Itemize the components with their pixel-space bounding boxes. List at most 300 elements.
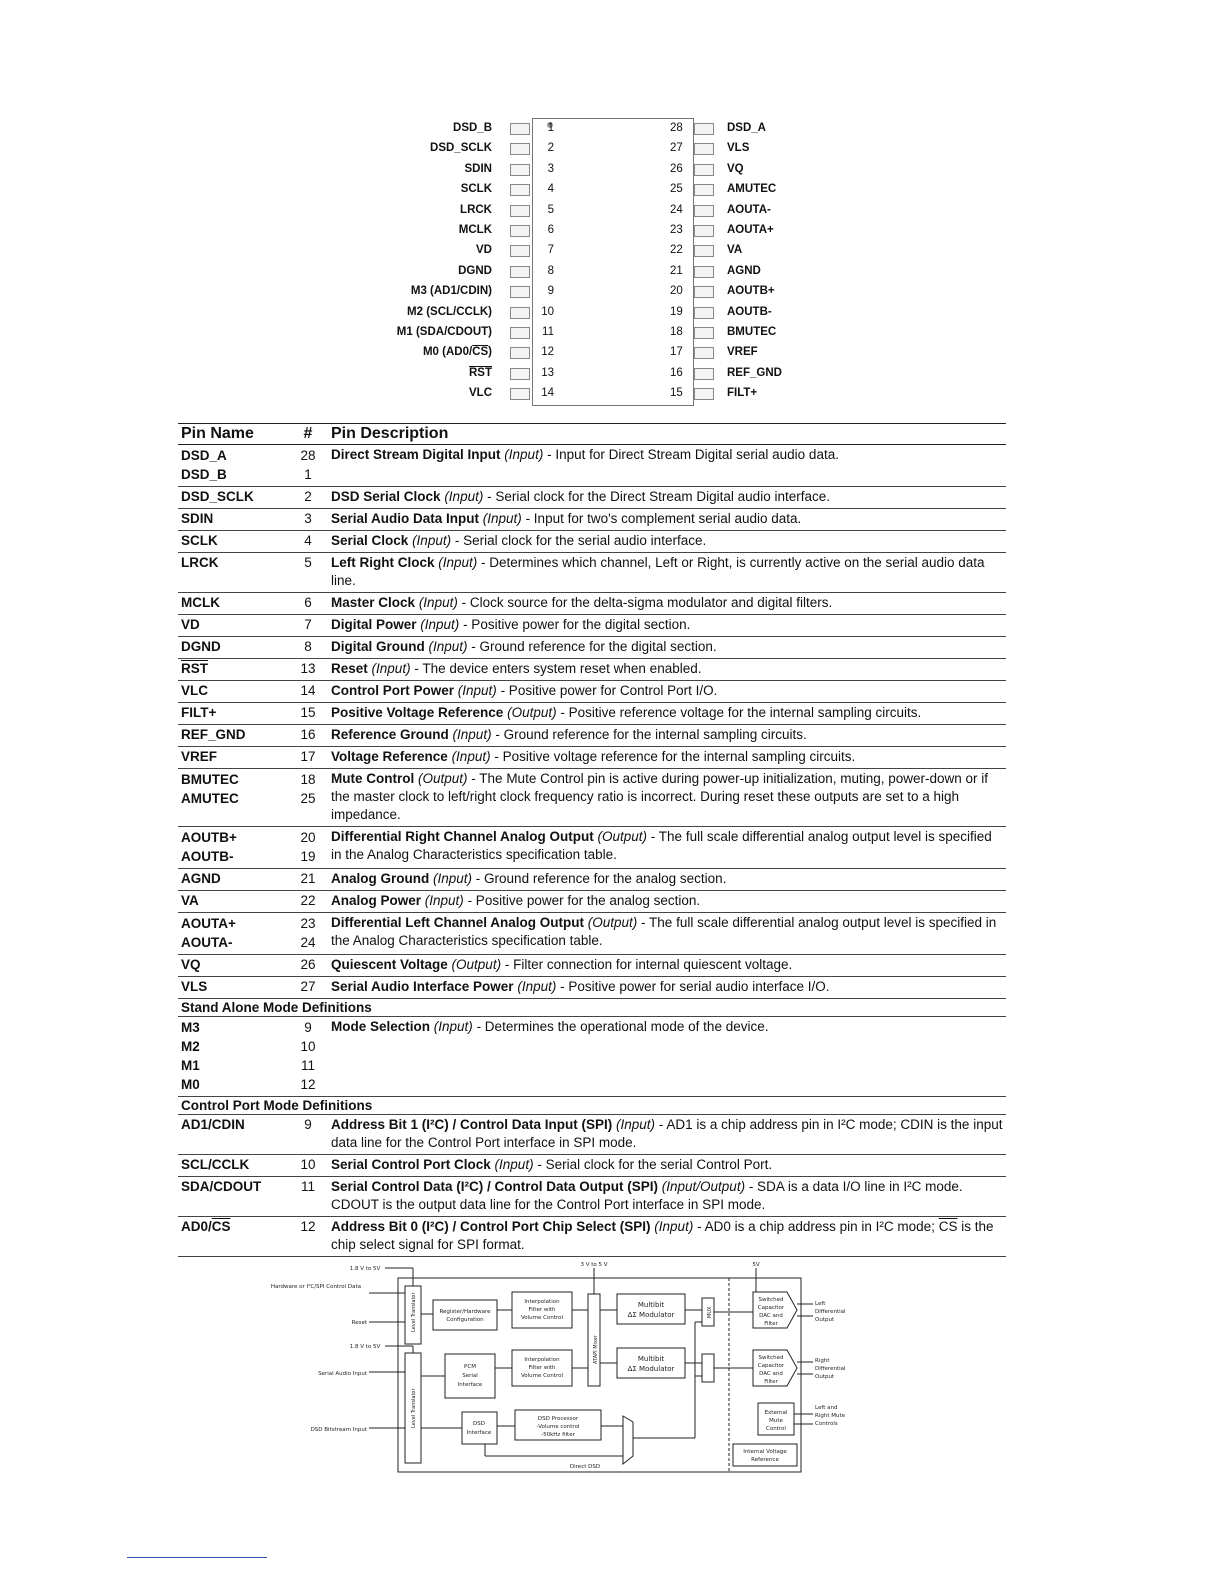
pin-number: 9 — [547, 285, 554, 298]
reg-config-box — [433, 1300, 497, 1330]
table-row — [178, 955, 1006, 977]
desc-title: Serial Control Port Clock — [331, 1157, 491, 1172]
pin-number: 1 — [547, 122, 554, 134]
diagram-label: Multibit — [637, 1301, 665, 1309]
diagram-label: Differential — [815, 1309, 846, 1315]
table-row — [178, 1155, 1006, 1177]
diagram-label: Interface — [457, 1382, 483, 1388]
desc-io: (Output) — [587, 915, 638, 930]
pin-number: 24 — [670, 203, 683, 216]
pin-num: 25 — [300, 791, 316, 806]
pin-pad — [694, 307, 714, 319]
desc-text: - AD1 is a chip address pin in I²C mode; CDIN is the input data line for the Control Port interface in SPI mode. — [331, 1117, 1003, 1150]
section-title: Control Port Mode Definitions — [178, 1097, 1006, 1115]
pin-number: 15 — [670, 387, 683, 400]
diagram-label: DAC and — [759, 1371, 783, 1377]
pin-pad — [510, 327, 530, 339]
desc-io: (Input) — [504, 447, 544, 462]
desc-io: (Output) — [507, 705, 557, 720]
pin-name: AGND — [181, 871, 221, 886]
pin-label: BMUTEC — [727, 326, 777, 338]
pin-num: 12 — [300, 1219, 316, 1234]
pin-num: 5 — [304, 555, 312, 570]
pin-num: 3 — [304, 511, 312, 526]
pin-number: 21 — [670, 264, 683, 277]
pin-num: 4 — [304, 533, 312, 548]
diagram-label: Left — [815, 1301, 826, 1307]
mux-b-box — [702, 1354, 714, 1382]
diagram-label: -Volume control — [536, 1424, 580, 1430]
pin-22 — [670, 240, 822, 260]
pin-pad — [694, 388, 714, 400]
pin-num: 7 — [304, 617, 312, 632]
pin-name: M1 — [181, 1058, 200, 1073]
pin-number: 28 — [670, 122, 683, 134]
diagram-label: External — [764, 1410, 788, 1416]
table-row — [178, 445, 1006, 487]
desc-title: Serial Clock — [331, 533, 409, 548]
diagram-label: Capacitor — [757, 1305, 785, 1311]
pin-number: 2 — [547, 142, 554, 155]
diagram-label: Level Translator — [411, 1388, 417, 1428]
table-row — [178, 827, 1006, 869]
table-row — [178, 637, 1006, 659]
desc-io: (Input) — [433, 1019, 473, 1034]
diagram-label: Right Mute — [815, 1413, 846, 1419]
pin-name: BMUTEC — [181, 772, 239, 787]
pin-pad — [694, 368, 714, 380]
pin-label: DSD_B — [453, 122, 492, 134]
pin-pad — [510, 164, 530, 176]
desc-title: Digital Power — [331, 617, 417, 632]
pin-19 — [670, 302, 822, 322]
pin-number: 22 — [670, 244, 683, 257]
desc-text: - Serial clock for the Direct Stream Digital audio interface. — [483, 489, 830, 504]
pin-number: 20 — [670, 285, 683, 298]
pin-num: 16 — [300, 727, 316, 742]
table-row — [178, 725, 1006, 747]
pin-27 — [670, 138, 822, 158]
pin-12 — [395, 342, 554, 362]
header-pin-number: # — [287, 424, 328, 445]
header-pin-description: Pin Description — [328, 424, 1006, 445]
pin-16 — [670, 363, 822, 383]
header-pin-name: Pin Name — [178, 424, 287, 445]
pin-name: VLC — [181, 683, 208, 698]
pin-label: AOUTB+ — [727, 285, 775, 298]
pin-number: 6 — [547, 224, 554, 236]
pin-name: DSD_A — [181, 448, 227, 463]
pin-pad — [510, 388, 530, 400]
pin-label: DGND — [458, 264, 492, 277]
table-row — [178, 593, 1006, 615]
pin-name: M2 — [181, 1039, 200, 1054]
dsd-if-box — [462, 1412, 497, 1444]
desc-text: - Ground reference for the digital section. — [467, 639, 717, 654]
desc-io: (Input) — [424, 893, 464, 908]
diagram-label: Left and — [815, 1405, 838, 1411]
pin-num: 20 — [300, 830, 316, 845]
table-row — [178, 531, 1006, 553]
pin-name: SCL/CCLK — [181, 1157, 250, 1172]
diagram-label: Configuration — [446, 1317, 484, 1323]
pin-label: VLS — [727, 142, 750, 155]
desc-text: - Filter connection for internal quiescent voltage. — [501, 957, 793, 972]
desc-io: (Input) — [438, 555, 478, 570]
table-row — [178, 703, 1006, 725]
pin-label: AOUTA- — [727, 203, 771, 216]
pin-label: AOUTB- — [727, 305, 772, 318]
desc-io: (Input) — [412, 533, 452, 548]
mux-dsd-shape — [623, 1416, 633, 1464]
desc-text: - AD0 is a chip address pin in I²C mode; — [693, 1219, 939, 1234]
pin-num: 10 — [300, 1157, 316, 1172]
pin-label: SDIN — [464, 162, 492, 175]
pin-18 — [670, 322, 822, 342]
footnote-rule — [127, 1557, 267, 1558]
pin-name: DGND — [181, 639, 221, 654]
pin-name: M3 — [181, 1020, 200, 1035]
desc-title: Differential Left Channel Analog Output — [331, 915, 584, 930]
desc-title: Control Port Power — [331, 683, 455, 698]
pin-3 — [395, 159, 554, 179]
pin-name: AD1/CDIN — [181, 1117, 245, 1132]
pin-17 — [670, 342, 822, 362]
desc-io: (Input) — [418, 595, 458, 610]
desc-io: (Input) — [494, 1157, 534, 1172]
pin-name: SDIN — [181, 511, 214, 526]
pin-num: 21 — [300, 871, 316, 886]
pin-number: 4 — [547, 183, 554, 196]
pin-name: DSD_SCLK — [181, 489, 254, 504]
pin-label: SCLK — [460, 183, 492, 196]
diagram-label: 1.8 V to 5V — [349, 1344, 381, 1350]
pin-20 — [670, 281, 822, 301]
pin-num: 15 — [300, 705, 316, 720]
pin-label: AGND — [727, 264, 761, 277]
diagram-label: ΔΣ Modulator — [627, 1365, 675, 1373]
pin-7 — [395, 240, 554, 260]
diagram-label: Control — [766, 1426, 786, 1432]
desc-text: - Input for Direct Stream Digital serial audio data. — [543, 447, 839, 462]
pin-num: 12 — [300, 1077, 316, 1092]
pin-num: 28 — [300, 448, 316, 463]
desc-text: - Determines which channel, Left or Right, is currently active on the serial audio data line. — [331, 555, 985, 588]
diagram-label: Capacitor — [757, 1363, 785, 1369]
pin-name: REF_GND — [181, 727, 246, 742]
desc-io: (Input) — [616, 1117, 656, 1132]
pin-28 — [670, 118, 822, 138]
pin-pad — [694, 164, 714, 176]
table-row — [178, 1017, 1006, 1097]
diagram-label: Volume Control — [520, 1373, 564, 1379]
diagram-label: Differential — [815, 1366, 846, 1372]
diagram-label: PCM — [464, 1364, 476, 1370]
desc-text: - Positive power for serial audio interface I/O. — [556, 979, 830, 994]
desc-text: - Positive power for the digital section. — [459, 617, 691, 632]
diagram-label: Filter with — [528, 1307, 556, 1313]
diagram-label: Reset — [351, 1320, 367, 1326]
pin-24 — [670, 200, 822, 220]
diagram-label: 1.8 V to 5V — [349, 1266, 381, 1272]
pin-name: VQ — [181, 957, 201, 972]
pin-num: 24 — [300, 935, 316, 950]
table-row — [178, 553, 1006, 593]
diagram-label: DSD — [473, 1421, 485, 1427]
pin-23 — [670, 220, 822, 240]
pin-name: VD — [181, 617, 200, 632]
section-title: Stand Alone Mode Definitions — [178, 999, 1006, 1017]
pin-label: VQ — [727, 162, 744, 175]
pin-num: 23 — [300, 916, 316, 931]
pin-name: AOUTA- — [181, 935, 233, 950]
block-diagram — [270, 1258, 865, 1478]
table-row — [178, 869, 1006, 891]
diagram-label: Output — [815, 1317, 835, 1323]
pin-9 — [395, 281, 554, 301]
diagram-label: DSD Processor — [537, 1416, 579, 1422]
table-row — [178, 659, 1006, 681]
desc-text: - Positive reference voltage for the internal sampling circuits. — [556, 705, 922, 720]
pin-pad — [510, 245, 530, 257]
diagram-label: Right — [815, 1358, 830, 1364]
pin-num: 6 — [304, 595, 312, 610]
pin-8 — [395, 261, 554, 281]
desc-title: Digital Ground — [331, 639, 425, 654]
desc-title: Positive Voltage Reference — [331, 705, 504, 720]
mod-a-box — [617, 1294, 685, 1324]
desc-title: Mute Control — [331, 771, 415, 786]
pin-5 — [395, 200, 554, 220]
pin-num: 10 — [300, 1039, 316, 1054]
pin-label: VREF — [727, 346, 758, 359]
pin-pad — [510, 123, 530, 135]
diagram-label: Filter — [764, 1379, 778, 1385]
desc-io: (Input/Output) — [661, 1179, 746, 1194]
pin-name: AOUTA+ — [181, 916, 236, 931]
table-row — [178, 615, 1006, 637]
desc-text: - The device enters system reset when enabled. — [410, 661, 702, 676]
desc-text: - Positive power for Control Port I/O. — [496, 683, 718, 698]
pin-label: AOUTA+ — [727, 224, 774, 236]
pin-pad — [510, 286, 530, 298]
pin-num: 13 — [300, 661, 316, 676]
desc-text: - The Mute Control pin is active during power-up initialization, muting, power-down or if the master clock to left/right clock frequency ratio is incorrect. During reset these outputs are set to a high impedance. — [331, 771, 989, 822]
pin-number: 12 — [541, 346, 554, 359]
desc-text-overline: $\overline{CS}$ — [938, 1219, 958, 1234]
section-heading-control — [178, 1097, 1006, 1115]
pin-num: 19 — [300, 849, 316, 864]
desc-io: (Input) — [517, 979, 557, 994]
desc-title: Address Bit 0 (I²C) / Control Port Chip Select (SPI) — [331, 1219, 651, 1234]
pin-number: 5 — [547, 203, 554, 216]
desc-title: Mode Selection — [331, 1019, 431, 1034]
desc-io: (Input) — [451, 749, 491, 764]
pin-label: M0 $(AD0/\overline{CS})$ — [422, 346, 492, 359]
table-row — [178, 487, 1006, 509]
table-row — [178, 769, 1006, 827]
pin-pad — [510, 205, 530, 217]
pin-description-table — [178, 423, 1006, 1257]
diagram-label: 3 V to 5 V — [580, 1262, 608, 1268]
pin-num: 22 — [300, 893, 316, 908]
diagram-label: DAC and — [759, 1313, 783, 1319]
desc-io: (Input) — [444, 489, 484, 504]
diagram-label: ATAPI Mixer — [593, 1335, 599, 1364]
table-row — [178, 747, 1006, 769]
pin-num: 17 — [300, 749, 316, 764]
desc-io: (Input) — [371, 661, 411, 676]
diagram-label: Interpolation — [524, 1357, 560, 1363]
pin-number: 10 — [541, 305, 554, 318]
desc-text: - Serial clock for the serial audio interface. — [451, 533, 707, 548]
pin-1 — [395, 118, 554, 138]
desc-text: - Positive power for the analog section. — [463, 893, 701, 908]
pin-number: 7 — [547, 244, 554, 257]
desc-title: Reset — [331, 661, 368, 676]
block-diagram-lines — [369, 1268, 813, 1472]
pin-num: 18 — [300, 772, 316, 787]
pin-label: DSD_A — [727, 122, 766, 134]
diagram-label: Switched — [758, 1355, 784, 1361]
desc-title: Analog Ground — [331, 871, 430, 886]
pin-name: LRCK — [181, 555, 219, 570]
pin-number: 19 — [670, 305, 683, 318]
diagram-label: Serial — [462, 1373, 478, 1379]
pin-name: MCLK — [181, 595, 220, 610]
pin-number: 8 — [547, 264, 554, 277]
pin-25 — [670, 179, 822, 199]
desc-title: Reference Ground — [331, 727, 449, 742]
pin-10 — [395, 302, 554, 322]
pin-name: AOUTB+ — [181, 830, 237, 845]
pin-pad — [694, 327, 714, 339]
desc-title: Quiescent Voltage — [331, 957, 448, 972]
pin-label: $\overline{RST}$ — [469, 366, 492, 379]
desc-text: - The full scale differential analog output level is specified in the Analog Characteristics specification table. — [331, 829, 992, 862]
pin-number: 23 — [670, 224, 683, 236]
pin-number: 14 — [541, 387, 554, 400]
desc-io: (Input) — [428, 639, 468, 654]
pin-label: MCLK — [458, 224, 492, 236]
diagram-label: Multibit — [637, 1355, 665, 1363]
desc-title: Analog Power — [331, 893, 422, 908]
pin-pad — [694, 347, 714, 359]
diagram-label: ΔΣ Modulator — [627, 1311, 675, 1319]
table-row — [178, 977, 1006, 999]
diagram-label: Controls — [815, 1421, 838, 1427]
desc-title: Voltage Reference — [331, 749, 448, 764]
diagram-label: Filter with — [528, 1365, 556, 1371]
pin-label: AMUTEC — [727, 183, 777, 196]
pin-pad — [510, 347, 530, 359]
desc-io: (Input) — [457, 683, 497, 698]
pin-label: REF_GND — [727, 366, 782, 379]
pin-name: SCLK — [181, 533, 218, 548]
desc-io: (Output) — [451, 957, 502, 972]
pin-pad — [694, 266, 714, 278]
pin-pad — [510, 266, 530, 278]
pin-number: 3 — [547, 162, 554, 175]
pin-num: 14 — [300, 683, 316, 698]
desc-text: - Ground reference for the internal sampling circuits. — [491, 727, 807, 742]
pin-26 — [670, 159, 822, 179]
pin-number: 13 — [541, 366, 554, 379]
pin-label: M3 (AD1/CDIN) — [410, 285, 492, 298]
desc-title: Master Clock — [331, 595, 416, 610]
diagram-label: Interface — [466, 1430, 492, 1436]
table-header — [178, 424, 1006, 445]
desc-text: - Ground reference for the analog section. — [472, 871, 727, 886]
pin-name: VA — [181, 893, 199, 908]
table-row — [178, 681, 1006, 703]
pin-num: 8 — [304, 639, 312, 654]
desc-title: Serial Audio Interface Power — [331, 979, 514, 994]
pinout-diagram — [395, 118, 815, 408]
diagram-label: Filter — [764, 1321, 778, 1327]
pin-number: 16 — [670, 366, 683, 379]
desc-title: Differential Right Channel Analog Output — [331, 829, 594, 844]
table-row — [178, 891, 1006, 913]
pin-num: 26 — [300, 957, 316, 972]
pin-label: VD — [476, 244, 492, 257]
pin-name: AOUTB- — [181, 849, 234, 864]
pin-15 — [670, 383, 822, 403]
desc-io: (Input) — [420, 617, 460, 632]
mod-b-box — [617, 1348, 685, 1378]
desc-io: (Input) — [433, 871, 473, 886]
pin-name: FILT+ — [181, 705, 217, 720]
table-row — [178, 1177, 1006, 1217]
table-row — [178, 509, 1006, 531]
desc-io: (Output) — [597, 829, 648, 844]
pin-14 — [395, 383, 554, 403]
desc-title: Direct Stream Digital Input — [331, 447, 501, 462]
diagram-label: Internal Voltage — [743, 1449, 787, 1455]
pin-name: SDA/CDOUT — [181, 1179, 262, 1194]
pin-11 — [395, 322, 554, 342]
pin-number: 17 — [670, 346, 683, 359]
pin-name-overline: $\overline{CS}$ — [211, 1219, 231, 1234]
pin-name: VREF — [181, 749, 218, 764]
diagram-label: Level Translator — [411, 1292, 417, 1332]
pin-pad — [510, 143, 530, 155]
pin-21 — [670, 261, 822, 281]
pin-pad — [510, 307, 530, 319]
diagram-label: MUX — [707, 1306, 713, 1318]
desc-text: - Input for two's complement serial audio data. — [521, 511, 802, 526]
desc-title: DSD Serial Clock — [331, 489, 441, 504]
desc-io: (Output) — [418, 771, 468, 786]
desc-text: - Positive voltage reference for the internal sampling circuits. — [490, 749, 856, 764]
table-row — [178, 913, 1006, 955]
pin-number: 18 — [670, 326, 683, 338]
diagram-label: Register/Hardware — [439, 1309, 491, 1315]
desc-title: Address Bit 1 (I²C) / Control Data Input (SPI) — [331, 1117, 613, 1132]
pin-pad — [694, 245, 714, 257]
diagram-label: Reference — [751, 1457, 779, 1463]
pin-pad — [510, 368, 530, 380]
desc-text: - Determines the operational mode of the device. — [472, 1019, 769, 1034]
diagram-label: Mute — [769, 1418, 783, 1424]
pin-name: M0 — [181, 1077, 200, 1092]
pin-pad — [694, 143, 714, 155]
pin-name: VLS — [181, 979, 208, 994]
desc-io: (Input) — [654, 1219, 694, 1234]
desc-text: - The full scale differential analog output level is specified in the Analog Characteristics specification table. — [331, 915, 997, 948]
pin-label: M1 (SDA/CDOUT) — [396, 326, 492, 338]
desc-title: Serial Control Data (I²C) / Control Data Output (SPI) — [331, 1179, 658, 1194]
